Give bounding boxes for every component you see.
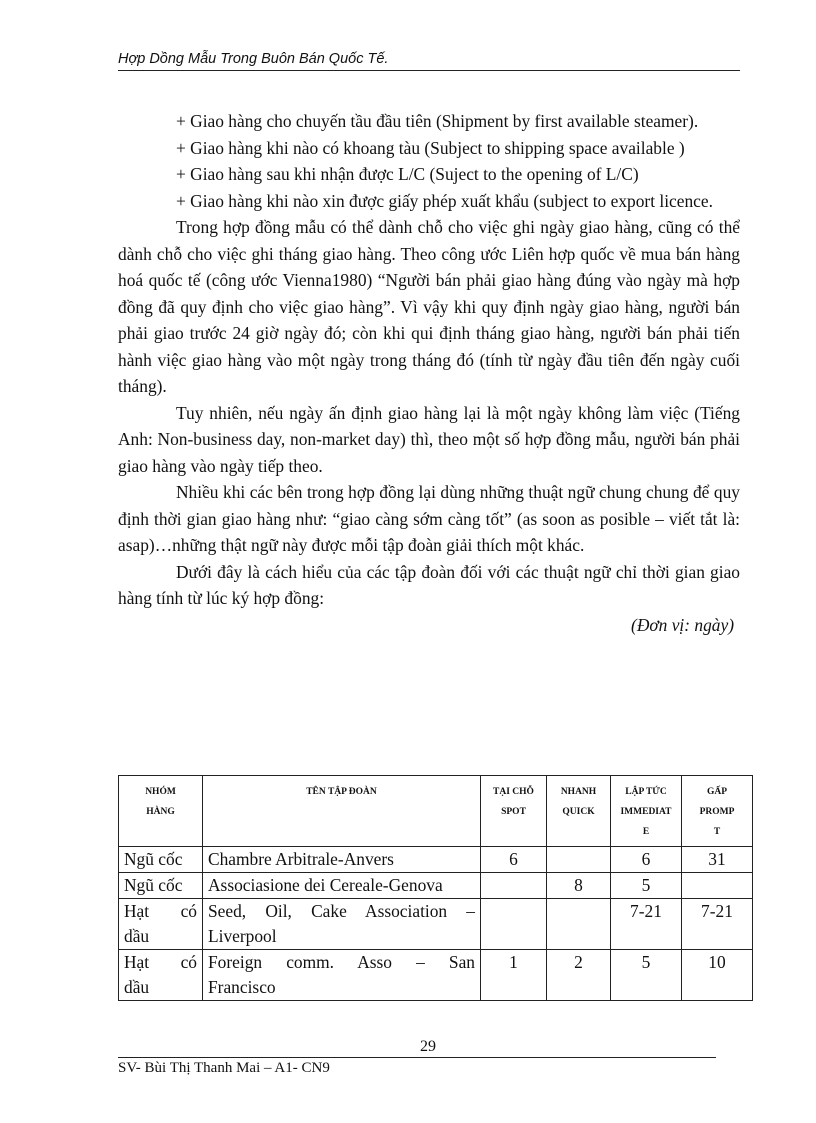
cell-group: Ngũ cốc bbox=[119, 847, 203, 873]
cell-group: Hạt có dầu bbox=[119, 950, 203, 1001]
cell-quick bbox=[547, 847, 611, 873]
page-footer: SV- Bùi Thị Thanh Mai – A1- CN9 bbox=[118, 1060, 330, 1076]
paragraph: + Giao hàng sau khi nhận được L/C (Suject to the opening of L/C) bbox=[176, 164, 639, 184]
cell-immediate: 5 bbox=[611, 873, 682, 899]
paragraph: Nhiều khi các bên trong hợp đồng lại dùng những thuật ngữ chung chung để quy định thời gian giao hàng như: “giao càng sớm càng tốt” (as soon as posible – viết tắt là: asap)…những thật ngữ này được mỗi tập đoàn giải thích một khác. bbox=[118, 482, 740, 555]
header-org: TÊN TẬP ĐOÀN bbox=[203, 776, 481, 847]
footer-divider bbox=[118, 1057, 716, 1058]
header-immediate: LẬP TỨC IMMEDIAT E bbox=[611, 776, 682, 847]
document-body bbox=[118, 108, 740, 638]
cell-prompt bbox=[682, 873, 753, 899]
cell-org: Seed, Oil, Cake Association – Liverpool bbox=[203, 899, 481, 950]
header-quick: NHANH QUICK bbox=[547, 776, 611, 847]
unit-note: (Đơn vị: ngày) bbox=[631, 614, 734, 635]
cell-immediate: 6 bbox=[611, 847, 682, 873]
paragraph: + Giao hàng cho chuyến tầu đầu tiên (Shipment by first available steamer). bbox=[176, 111, 699, 131]
header-title: Hợp Dồng Mẫu Trong Buôn Bán Quốc Tế. bbox=[118, 51, 389, 67]
header-prompt: GẤP PROMP T bbox=[682, 776, 753, 847]
cell-group: Ngũ cốc bbox=[119, 873, 203, 899]
cell-prompt: 7-21 bbox=[682, 899, 753, 950]
header-spot: TẠI CHỖ SPOT bbox=[481, 776, 547, 847]
paragraph: Tuy nhiên, nếu ngày ấn định giao hàng lại là một ngày không làm việc (Tiếng Anh: Non-business day, non-market day) thì, theo một số hợp đồng mẫu, người bán phải giao hàng vào ngày tiếp theo. bbox=[118, 402, 740, 476]
cell-prompt: 10 bbox=[682, 950, 753, 1001]
table-row bbox=[119, 950, 753, 1001]
paragraph: + Giao hàng khi nào có khoang tàu (Subject to shipping space available ) bbox=[176, 137, 685, 158]
cell-spot bbox=[481, 873, 547, 899]
table-row bbox=[119, 847, 753, 873]
delivery-terms-table bbox=[118, 775, 753, 1001]
cell-spot: 1 bbox=[481, 950, 547, 1001]
paragraph: + Giao hàng khi nào xin được giấy phép xuất khẩu (subject to export licence. bbox=[176, 190, 713, 211]
cell-quick bbox=[547, 899, 611, 950]
cell-quick: 2 bbox=[547, 950, 611, 1001]
cell-spot: 6 bbox=[481, 847, 547, 873]
paragraph: Dưới đây là cách hiểu của các tập đoàn đối với các thuật ngữ chỉ thời gian giao hàng tính từ lúc ký hợp đồng: bbox=[118, 561, 740, 608]
cell-quick: 8 bbox=[547, 873, 611, 899]
table-row bbox=[119, 899, 753, 950]
cell-prompt: 31 bbox=[682, 847, 753, 873]
cell-org: Associasione dei Cereale-Genova bbox=[203, 873, 481, 899]
table-header-row bbox=[119, 776, 753, 847]
cell-org: Foreign comm. Asso – San Francisco bbox=[203, 950, 481, 1001]
cell-immediate: 5 bbox=[611, 950, 682, 1001]
cell-group: Hạt có dầu bbox=[119, 899, 203, 950]
cell-org: Chambre Arbitrale-Anvers bbox=[203, 847, 481, 873]
table-row bbox=[119, 873, 753, 899]
header-group: NHÓM HÀNG bbox=[119, 776, 203, 847]
paragraph: Trong hợp đồng mẫu có thể dành chỗ cho việc ghi ngày giao hàng, cũng có thể dành chỗ cho việc ghi tháng giao hàng. Theo công ước Liên hợp quốc về mua bán hàng hoá quốc tế (công ước Vienna1980) “Người bán phải giao hàng đúng vào ngày mà hợp đồng đã quy định cho việc giao hàng”. Vì vậy khi quy định ngày giao hàng, người bán phải giao trước 24 giờ ngày đó; còn khi qui định tháng giao hàng, người bán phải tiến hành việc giao hàng vào một ngày trong tháng đó (tính từ ngày đầu tiên đến ngày cuối tháng). bbox=[118, 217, 740, 396]
cell-spot bbox=[481, 899, 547, 950]
page-header bbox=[118, 50, 740, 71]
page-number: 29 bbox=[420, 1038, 436, 1055]
cell-immediate: 7-21 bbox=[611, 899, 682, 950]
